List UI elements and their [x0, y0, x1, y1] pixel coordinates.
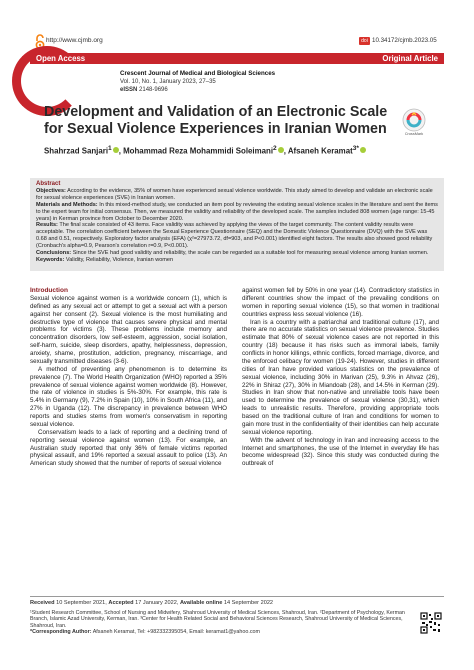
corresponding-author [30, 629, 444, 636]
journal-url[interactable]: http://www.cjmb.org [46, 37, 103, 44]
abstract-keywords [36, 257, 438, 264]
paragraph: Sexual violence against women is a worldwide concern (1), which is defined as any sexual act or attempt to get a sexual act with a person against her consent (2). Sexual violence is the most humiliating and destructive type of violence that causes severe physical and mental problems for victims (3). These problems include memory and concentration disorders, low self-esteem, aggression, social isolation, self-harm, suicide, sleep disorders, apathy, helplessness, depression, anxiety, shame, prostitution, addiction, pregnancy, miscarriage, and sexually transmitted diseases (3-6). [30, 294, 227, 365]
paragraph: against women fell by 50% in one year (14). Contradictory statistics in different countries show the impact of the prevailing conditions on women in reporting sexual violence (15), so that women in traditional countries express less sexual violence (16). [242, 287, 439, 318]
abstract-objectives [36, 188, 438, 202]
introduction-heading: Introduction [30, 287, 68, 294]
doi-icon: doi [359, 37, 370, 45]
author-3[interactable]: Afsaneh Keramat [287, 146, 353, 156]
doi-link[interactable]: 10.34172/cjmb.2023.05 [372, 37, 437, 44]
accepted-label: Accepted [108, 599, 134, 606]
paragraph: A method of preventing any phenomenon is to determine its prevalence (7). The World Health Organization (WHO) reported a 35% prevalence of sexual violence against women worldwide (8). However, the rate of violence in studies is 5%-30%. For example, this rate is 5.4% in Germany (9), 7.2% in Spain (10), 10% in South Africa (11), and 27% in Uganda (12). The discrepancy in prevalence between WHO reports and studies stems from women's conservatism in reporting sexual violence. [30, 365, 227, 428]
qr-code-icon [420, 612, 442, 634]
results-text: The final scale consisted of 43 items. Face validity was achieved by applying the views of the target community. The content validity results were acceptable. The correlation coefficient between the Sexual Experience Questionnaire (SEQ) and the Domestic Violence Questionnaire (DVQ) with the SVE was 0.68 and 0.51, respectively. Exploratory factor analysis (EFA) (χ²=27973.72, df=903, and P<0.001) identified eight factors. The results also showed good reliability (Cronbach's alpha=0.9, Pearson's correlation r=0.9, P<0.001). [36, 222, 433, 250]
available-date: 14 September 2022 [223, 599, 274, 606]
issn-value: 2148-9696 [139, 87, 168, 93]
available-label: Available online [179, 599, 223, 606]
abstract-box [30, 178, 444, 271]
author-2[interactable]: Mohammad Reza Mohammidi Soleimani [123, 146, 274, 156]
author-list: Shahrzad Sanjari$^1$ , Mohammad Reza Mohammidi Soleimani$^2$ , Afsaneh Keramat$^{3*}$ [44, 145, 444, 156]
article-footer [30, 596, 444, 636]
abstract-results [36, 222, 438, 250]
methods-text: In this mixed-method study, we conducted an item pool by reviewing the existing sexual violence scales in the literature and sent the items to the expert team for initial consensus. Then, we measured the validity and reliability of the developed scale. The samples included 808 women (age range: 15-45 years) in Kerman province from October to December 2020. [36, 201, 438, 222]
footer-divider [30, 596, 444, 597]
keywords-text: Validity, Reliability, Violence, Iranian women [65, 256, 174, 263]
journal-issn [120, 86, 275, 94]
keywords-label: Keywords: [36, 256, 65, 263]
objectives-text: According to the evidence, 35% of women have experienced sexual violence worldwide. This study aimed to develop and validate an electronic scale for sexual violence experiences (SVE) in Iranian women. [36, 187, 433, 201]
orcid-icon[interactable] [278, 147, 284, 153]
paragraph: With the advent of technology in Iran and increasing access to the Internet and smartphones, the use of the Internet in everyday life has become widespread (32). Since this study was conducted during the outbreak of [242, 436, 439, 468]
page-header [0, 0, 474, 93]
journal-info [120, 70, 275, 94]
author-1[interactable]: Shahrzad Sanjari [44, 146, 109, 156]
objectives-label: Objectives: [36, 187, 66, 194]
abstract-heading: Abstract [36, 181, 61, 187]
methods-label: Materials and Methods: [36, 201, 98, 208]
paragraph: Conservatism leads to a lack of reporting and a declining trend of reporting sexual violence against women (13). For example, an Australian study reported that only 36% of female victims reported physical assault, and 19% reported a sexual assault to police (13). An American study showed that the number of reports of sexual violence [30, 428, 227, 468]
crossmark-label: CrossMark [404, 132, 424, 136]
abstract-conclusions [36, 250, 438, 257]
open-access-label: Open Access [36, 54, 86, 63]
received-label: Received [30, 599, 55, 606]
orcid-icon[interactable] [113, 147, 119, 153]
article-type-label: Original Article [382, 54, 438, 63]
journal-name: Crescent Journal of Medical and Biological Sciences [120, 70, 276, 77]
corresponding-text: Afsaneh Keramat, Tel: +982332395054, Email: keramat1@yahoo.com [92, 629, 261, 636]
affiliations: ¹Student Research Committee, School of Nursing and Midwifery, Shahroud University of Medical Sciences, Shahroud, Iran. ²Department of Psychology, Kerman Branch, Islamic Azad University, Kerman, Iran. ³Center for Health Related Social and Behavioral Sciences Research, Shahroud University of Medical Sciences, Shahroud, Iran. [30, 609, 405, 629]
received-date: 10 September 2021, [56, 599, 107, 606]
results-label: Results: [36, 222, 58, 229]
accepted-date: 17 January 2022, [135, 599, 179, 606]
body-column-left [30, 287, 227, 468]
conclusions-label: Conclusions: [36, 250, 72, 257]
article-dates [30, 600, 444, 607]
corresponding-label: *Corresponding Author: [30, 629, 92, 636]
crossmark-icon[interactable] [402, 108, 426, 132]
paragraph: Iran is a country with a patriarchal and traditional culture (17), and there are no accurate statistics on sexual violence prevalence. Studies estimate that 80% of sexual violence cases are not reported in this country (18) because it has risks such as immoral labels, family conflicts in honor killings, ethnic conflicts, forced marriage, divorce, and the enforced celibacy for women (19-24). However, studies in different cities of Iran have provided various statistics on the prevalence of sexual violence, including 30% in Marivan (25), 9.3% in Ahvaz (26), 22% in Shiraz (27), 30% in Miandoab (28), and 14.5% in Kerman (29). Studies in Iran show that non-native and unreliable tools have been used to determine the prevalence of sexual violence (30,31), which leads to unrealistic results. Therefore, providing appropriate tools based on the traditional culture of Iran and conditions for women to gain more trust in the confidentiality of their identities can help accurate sexual violence reporting. [242, 318, 439, 436]
author-3-affil: 3* [352, 145, 359, 152]
orcid-icon[interactable] [360, 147, 366, 153]
article-title: Development and Validation of an Electronic Scale for Sexual Violence Experiences in Iranian Women [44, 104, 388, 137]
journal-volume: Vol. 10, No. 1, January 2023, 27–35 [120, 79, 216, 85]
conclusions-text: Since the SVE had good validity and reliability, the scale can be regarded as a suitable tool for measuring sexual violence among Iranian women. [72, 250, 429, 257]
body-column-right [242, 287, 439, 468]
abstract-methods [36, 202, 438, 223]
author-2-affil: 2 [273, 145, 277, 152]
author-1-affil: 1 [108, 145, 112, 152]
article-type-band [30, 53, 444, 64]
issn-label: eISSN [120, 87, 138, 93]
